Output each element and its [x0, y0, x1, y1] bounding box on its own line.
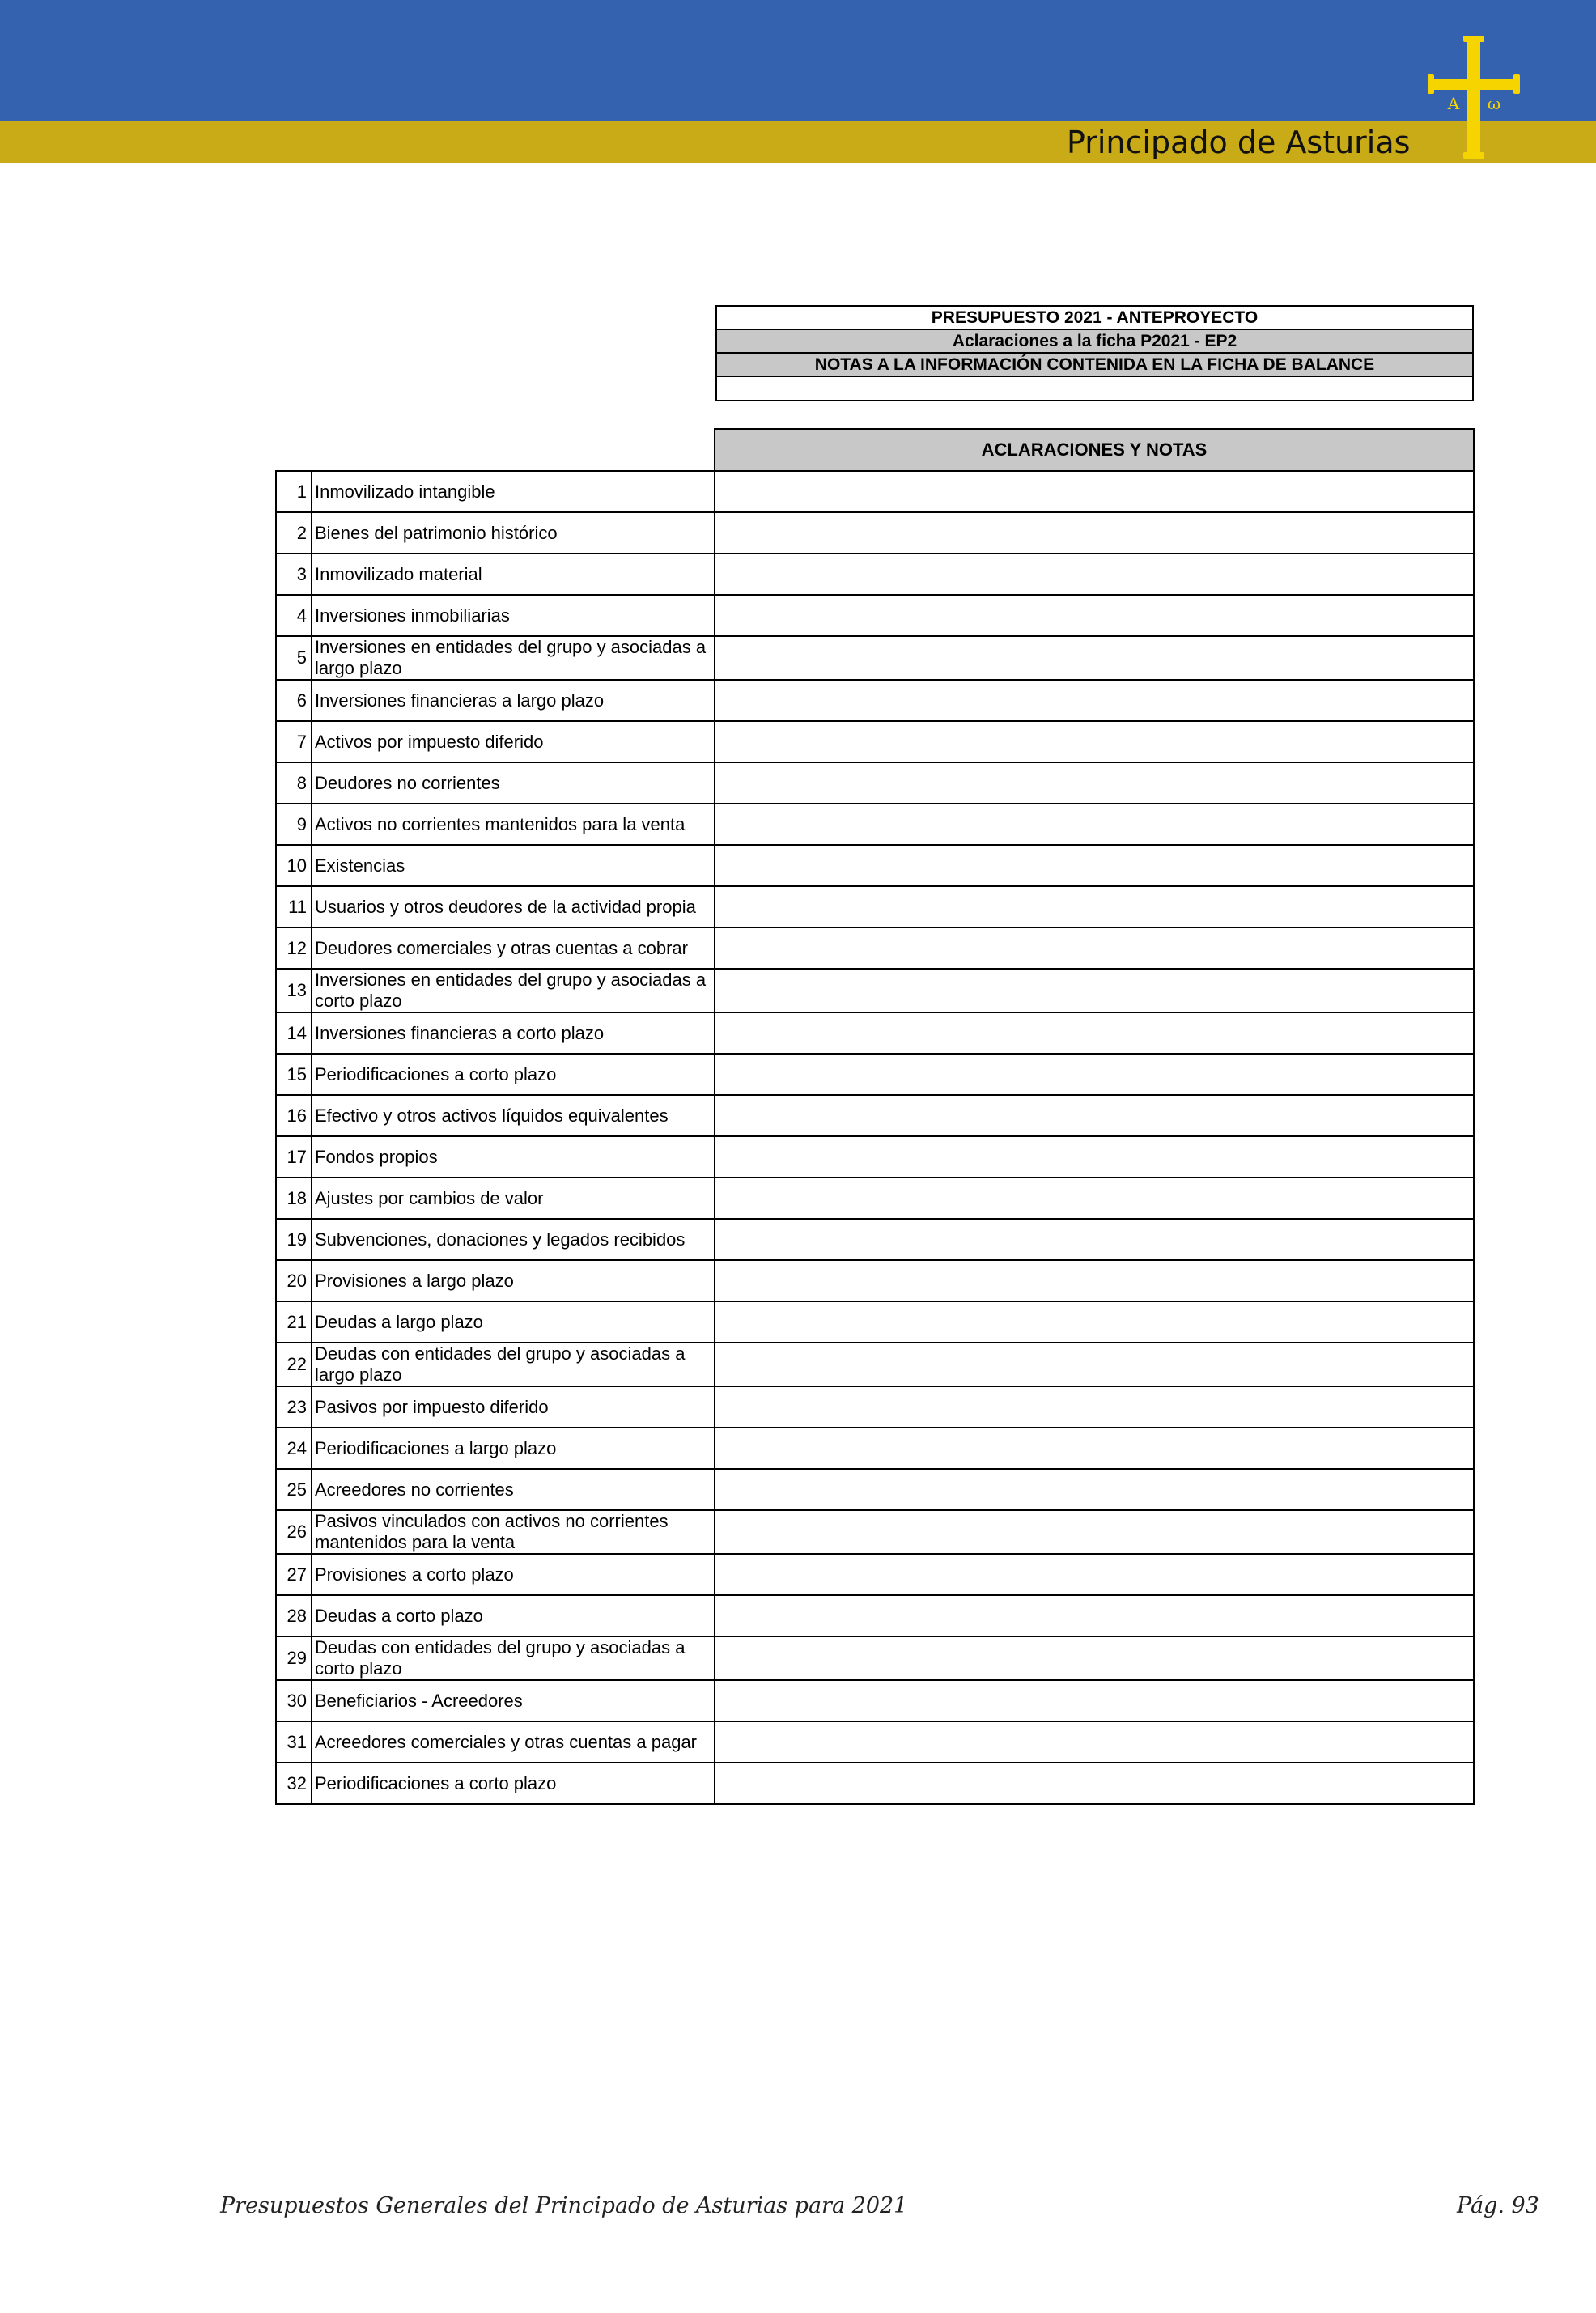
row-note-cell[interactable]	[715, 512, 1474, 554]
row-note-cell[interactable]	[715, 927, 1474, 969]
row-note-cell[interactable]	[715, 636, 1474, 680]
row-number: 18	[276, 1178, 312, 1219]
table-row	[276, 1721, 1474, 1763]
row-number: 6	[276, 680, 312, 721]
row-label: Periodificaciones a corto plazo	[312, 1763, 715, 1804]
row-label: Deudores comerciales y otras cuentas a cobrar	[312, 927, 715, 969]
row-label: Inversiones en entidades del grupo y asociadas a largo plazo	[312, 636, 715, 680]
row-label: Beneficiarios - Acreedores	[312, 1680, 715, 1721]
table-row	[276, 1219, 1474, 1260]
table-row	[276, 1680, 1474, 1721]
emblem-letter-left: A	[1447, 94, 1460, 113]
row-note-cell[interactable]	[715, 1763, 1474, 1804]
row-label: Inmovilizado intangible	[312, 471, 715, 512]
row-note-cell[interactable]	[715, 1636, 1474, 1680]
footer-page-number: Pág. 93	[1457, 2193, 1539, 2218]
table-row	[276, 1469, 1474, 1510]
row-label: Acreedores comerciales y otras cuentas a pagar	[312, 1721, 715, 1763]
notes-column-header: ACLARACIONES Y NOTAS	[715, 429, 1474, 471]
row-label: Inversiones financieras a corto plazo	[312, 1012, 715, 1054]
table-row	[276, 1636, 1474, 1680]
table-row	[276, 845, 1474, 886]
table-row	[276, 762, 1474, 804]
table-row	[276, 1054, 1474, 1095]
table-row	[276, 636, 1474, 680]
row-label: Bienes del patrimonio histórico	[312, 512, 715, 554]
row-label: Subvenciones, donaciones y legados recibidos	[312, 1219, 715, 1260]
row-note-cell[interactable]	[715, 1054, 1474, 1095]
row-label: Existencias	[312, 845, 715, 886]
row-label: Pasivos por impuesto diferido	[312, 1386, 715, 1428]
table-row	[276, 471, 1474, 512]
row-number: 26	[276, 1510, 312, 1554]
row-note-cell[interactable]	[715, 1136, 1474, 1178]
row-note-cell[interactable]	[715, 1386, 1474, 1428]
row-note-cell[interactable]	[715, 886, 1474, 927]
row-note-cell[interactable]	[715, 845, 1474, 886]
row-number: 9	[276, 804, 312, 845]
table-row	[276, 1301, 1474, 1343]
row-note-cell[interactable]	[715, 1428, 1474, 1469]
row-number: 22	[276, 1343, 312, 1386]
table-row	[276, 1012, 1474, 1054]
row-note-cell[interactable]	[715, 554, 1474, 595]
table-row	[276, 1428, 1474, 1469]
header-blue-band	[0, 0, 1596, 121]
table-row	[276, 927, 1474, 969]
title-line-3: NOTAS A LA INFORMACIÓN CONTENIDA EN LA FICHA DE BALANCE	[716, 353, 1473, 376]
table-row	[276, 512, 1474, 554]
row-number: 31	[276, 1721, 312, 1763]
table-row	[276, 721, 1474, 762]
row-note-cell[interactable]	[715, 1301, 1474, 1343]
row-label: Usuarios y otros deudores de la actividad propia	[312, 886, 715, 927]
row-note-cell[interactable]	[715, 680, 1474, 721]
row-number: 28	[276, 1595, 312, 1636]
row-number: 8	[276, 762, 312, 804]
row-number: 14	[276, 1012, 312, 1054]
row-note-cell[interactable]	[715, 1595, 1474, 1636]
row-label: Activos no corrientes mantenidos para la venta	[312, 804, 715, 845]
row-label: Deudores no corrientes	[312, 762, 715, 804]
table-row	[276, 1095, 1474, 1136]
row-note-cell[interactable]	[715, 1012, 1474, 1054]
row-number: 32	[276, 1763, 312, 1804]
organization-name: Principado de Asturias	[1067, 125, 1411, 160]
row-label: Deudas con entidades del grupo y asociadas a corto plazo	[312, 1636, 715, 1680]
row-number: 27	[276, 1554, 312, 1595]
row-number: 19	[276, 1219, 312, 1260]
row-number: 5	[276, 636, 312, 680]
table-row	[276, 969, 1474, 1012]
victory-cross-icon	[1426, 36, 1522, 159]
row-label: Provisiones a corto plazo	[312, 1554, 715, 1595]
row-note-cell[interactable]	[715, 1178, 1474, 1219]
table-row	[276, 680, 1474, 721]
table-row	[276, 804, 1474, 845]
table-row	[276, 886, 1474, 927]
emblem-letter-right: ω	[1487, 94, 1501, 113]
row-number: 11	[276, 886, 312, 927]
table-row	[276, 1554, 1474, 1595]
row-label: Provisiones a largo plazo	[312, 1260, 715, 1301]
row-note-cell[interactable]	[715, 762, 1474, 804]
row-label: Deudas con entidades del grupo y asociadas a largo plazo	[312, 1343, 715, 1386]
row-number: 30	[276, 1680, 312, 1721]
row-number: 17	[276, 1136, 312, 1178]
row-number: 15	[276, 1054, 312, 1095]
title-line-2: Aclaraciones a la ficha P2021 - EP2	[716, 329, 1473, 353]
row-note-cell[interactable]	[715, 1680, 1474, 1721]
row-note-cell[interactable]	[715, 1469, 1474, 1510]
footer-document-title: Presupuestos Generales del Principado de Asturias para 2021	[220, 2193, 908, 2218]
table-row	[276, 1763, 1474, 1804]
row-label: Pasivos vinculados con activos no corrientes mantenidos para la venta	[312, 1510, 715, 1554]
table-row	[276, 554, 1474, 595]
row-note-cell[interactable]	[715, 595, 1474, 636]
row-note-cell[interactable]	[715, 471, 1474, 512]
row-number: 13	[276, 969, 312, 1012]
row-note-cell[interactable]	[715, 1721, 1474, 1763]
table-header-row	[276, 429, 1474, 471]
row-note-cell[interactable]	[715, 1343, 1474, 1386]
row-label: Inversiones financieras a largo plazo	[312, 680, 715, 721]
row-label: Deudas a corto plazo	[312, 1595, 715, 1636]
table-row	[276, 1595, 1474, 1636]
row-number: 12	[276, 927, 312, 969]
row-number: 2	[276, 512, 312, 554]
title-line-4	[716, 376, 1473, 401]
title-block	[715, 305, 1474, 401]
table-row	[276, 1343, 1474, 1386]
row-number: 24	[276, 1428, 312, 1469]
row-label: Activos por impuesto diferido	[312, 721, 715, 762]
row-note-cell[interactable]	[715, 721, 1474, 762]
table-row	[276, 595, 1474, 636]
row-note-cell[interactable]	[715, 969, 1474, 1012]
row-note-cell[interactable]	[715, 1219, 1474, 1260]
table-row	[276, 1510, 1474, 1554]
row-label: Efectivo y otros activos líquidos equivalentes	[312, 1095, 715, 1136]
row-note-cell[interactable]	[715, 804, 1474, 845]
row-label: Inmovilizado material	[312, 554, 715, 595]
row-number: 7	[276, 721, 312, 762]
row-number: 10	[276, 845, 312, 886]
row-label: Fondos propios	[312, 1136, 715, 1178]
row-number: 21	[276, 1301, 312, 1343]
table-row	[276, 1386, 1474, 1428]
row-number: 29	[276, 1636, 312, 1680]
title-line-1: PRESUPUESTO 2021 - ANTEPROYECTO	[716, 306, 1473, 329]
table-row	[276, 1260, 1474, 1301]
row-note-cell[interactable]	[715, 1095, 1474, 1136]
row-label: Inversiones inmobiliarias	[312, 595, 715, 636]
row-number: 25	[276, 1469, 312, 1510]
row-number: 20	[276, 1260, 312, 1301]
row-label: Acreedores no corrientes	[312, 1469, 715, 1510]
row-note-cell[interactable]	[715, 1554, 1474, 1595]
row-label: Deudas a largo plazo	[312, 1301, 715, 1343]
row-number: 4	[276, 595, 312, 636]
row-label: Ajustes por cambios de valor	[312, 1178, 715, 1219]
row-number: 1	[276, 471, 312, 512]
table-row	[276, 1178, 1474, 1219]
row-note-cell[interactable]	[715, 1510, 1474, 1554]
balance-notes-table	[275, 428, 1475, 1805]
row-note-cell[interactable]	[715, 1260, 1474, 1301]
row-number: 23	[276, 1386, 312, 1428]
row-label: Inversiones en entidades del grupo y asociadas a corto plazo	[312, 969, 715, 1012]
table-row	[276, 1136, 1474, 1178]
row-number: 16	[276, 1095, 312, 1136]
row-label: Periodificaciones a corto plazo	[312, 1054, 715, 1095]
row-number: 3	[276, 554, 312, 595]
row-label: Periodificaciones a largo plazo	[312, 1428, 715, 1469]
